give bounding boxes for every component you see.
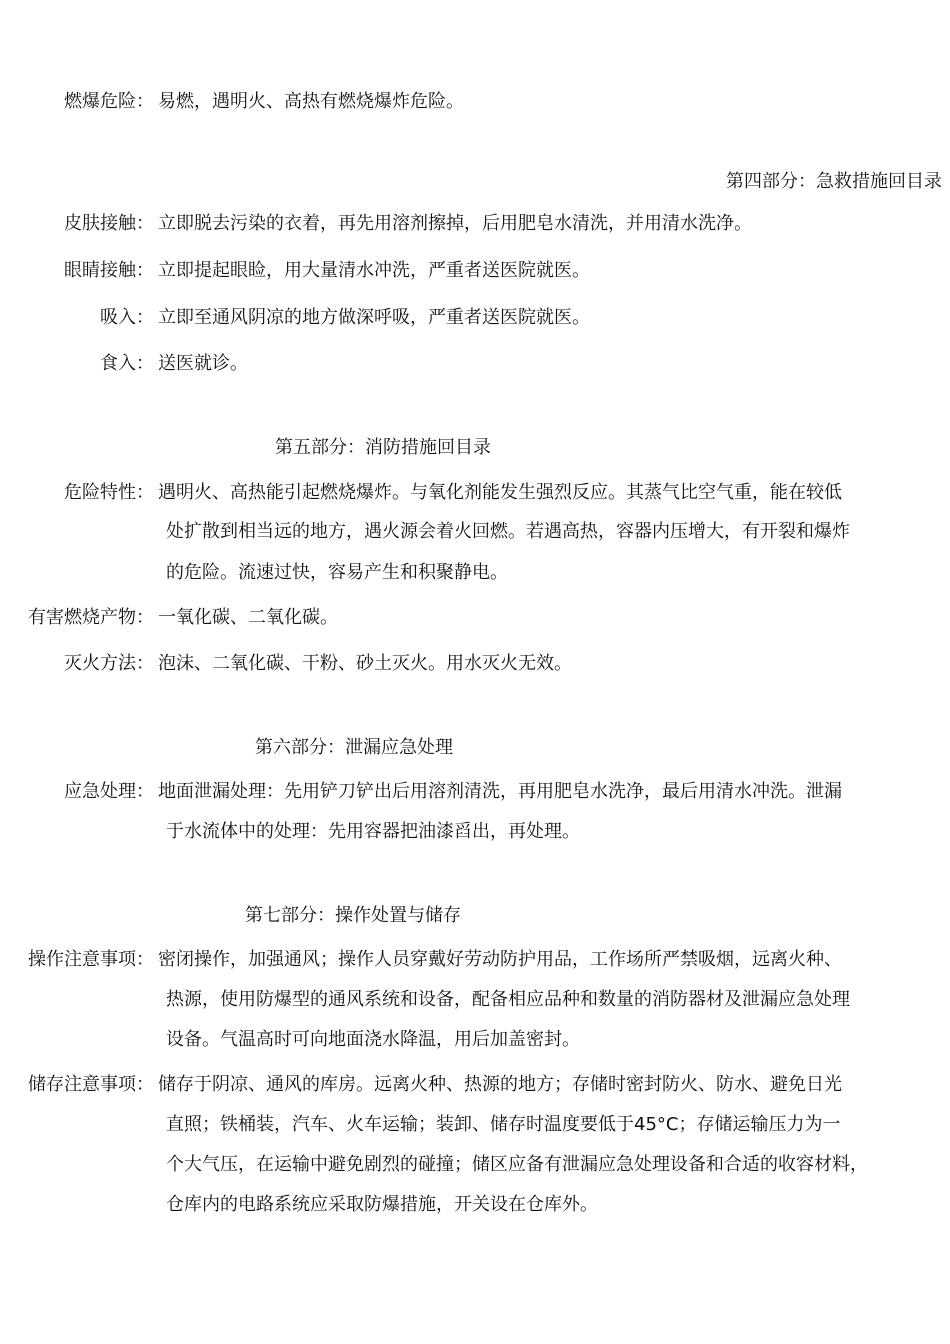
hazard-characteristics-line: 遇明火、高热能引起燃烧爆炸。与氧化剂能发生强烈反应。其蒸气比空气重，能在较低 (158, 482, 842, 503)
handling-precautions-line: 密闭操作，加强通风；操作人员穿戴好劳动防护用品，工作场所严禁吸烟，远离火种、 (158, 949, 842, 970)
storage-precautions-label: 储存注意事项： (28, 1074, 154, 1095)
extinguishing-method-label: 灭火方法： (64, 653, 154, 674)
handling-precautions-label: 操作注意事项： (28, 949, 154, 970)
fire-hazard-label: 燃爆危险： (64, 91, 154, 112)
combustion-products-text: 一氧化碳、二氧化碳。 (158, 607, 338, 628)
emergency-treatment-label: 应急处理： (64, 781, 154, 802)
fire-hazard-text: 易燃，遇明火、高热有燃烧爆炸危险。 (158, 91, 464, 112)
hazard-characteristics-line: 处扩散到相当远的地方，遇火源会着火回燃。若遇高热，容器内压增大，有开裂和爆炸 (166, 521, 850, 542)
eye-contact-text: 立即提起眼睑，用大量清水冲洗，严重者送医院就医。 (158, 260, 590, 281)
section7-heading: 第七部分：操作处置与储存 (245, 905, 461, 926)
emergency-treatment-line: 地面泄漏处理：先用铲刀铲出后用溶剂清洗，再用肥皂水洗净，最后用清水冲洗。泄漏 (158, 781, 842, 802)
storage-precautions-line: 仓库内的电路系统应采取防爆措施，开关设在仓库外。 (166, 1194, 598, 1215)
inhalation-text: 立即至通风阴凉的地方做深呼吸，严重者送医院就医。 (158, 307, 590, 328)
skin-contact-text: 立即脱去污染的衣着，再先用溶剂擦掉，后用肥皂水清洗，并用清水洗净。 (158, 213, 752, 234)
combustion-products-label: 有害燃烧产物： (28, 607, 154, 628)
storage-precautions-line: 直照；铁桶装，汽车、火车运输；装卸、储存时温度要低于45°C；存储运输压力为一 (166, 1114, 841, 1135)
section5-heading: 第五部分：消防措施回目录 (275, 437, 491, 458)
hazard-characteristics-line: 的危险。流速过快，容易产生和积聚静电。 (166, 562, 508, 583)
section4-heading: 第四部分：急救措施回目录 (726, 171, 942, 192)
hazard-characteristics-label: 危险特性： (64, 482, 154, 503)
inhalation-label: 吸入： (100, 307, 154, 328)
storage-precautions-line: 个大气压，在运输中避免剧烈的碰撞；储区应备有泄漏应急处理设备和合适的收容材料， (166, 1154, 868, 1175)
section6-heading: 第六部分：泄漏应急处理 (255, 737, 453, 758)
skin-contact-label: 皮肤接触： (64, 213, 154, 234)
storage-precautions-line: 储存于阴凉、通风的库房。远离火种、热源的地方；存储时密封防火、防水、避免日光 (158, 1074, 842, 1095)
extinguishing-method-text: 泡沫、二氧化碳、干粉、砂土灭火。用水灭火无效。 (158, 653, 572, 674)
handling-precautions-line: 设备。气温高时可向地面浇水降温，用后加盖密封。 (166, 1029, 580, 1050)
eye-contact-label: 眼睛接触： (64, 260, 154, 281)
ingestion-label: 食入： (100, 353, 154, 374)
emergency-treatment-line: 于水流体中的处理：先用容器把油漆舀出，再处理。 (166, 821, 580, 842)
handling-precautions-line: 热源，使用防爆型的通风系统和设备，配备相应品种和数量的消防器材及泄漏应急处理 (166, 989, 850, 1010)
ingestion-text: 送医就诊。 (158, 353, 248, 374)
